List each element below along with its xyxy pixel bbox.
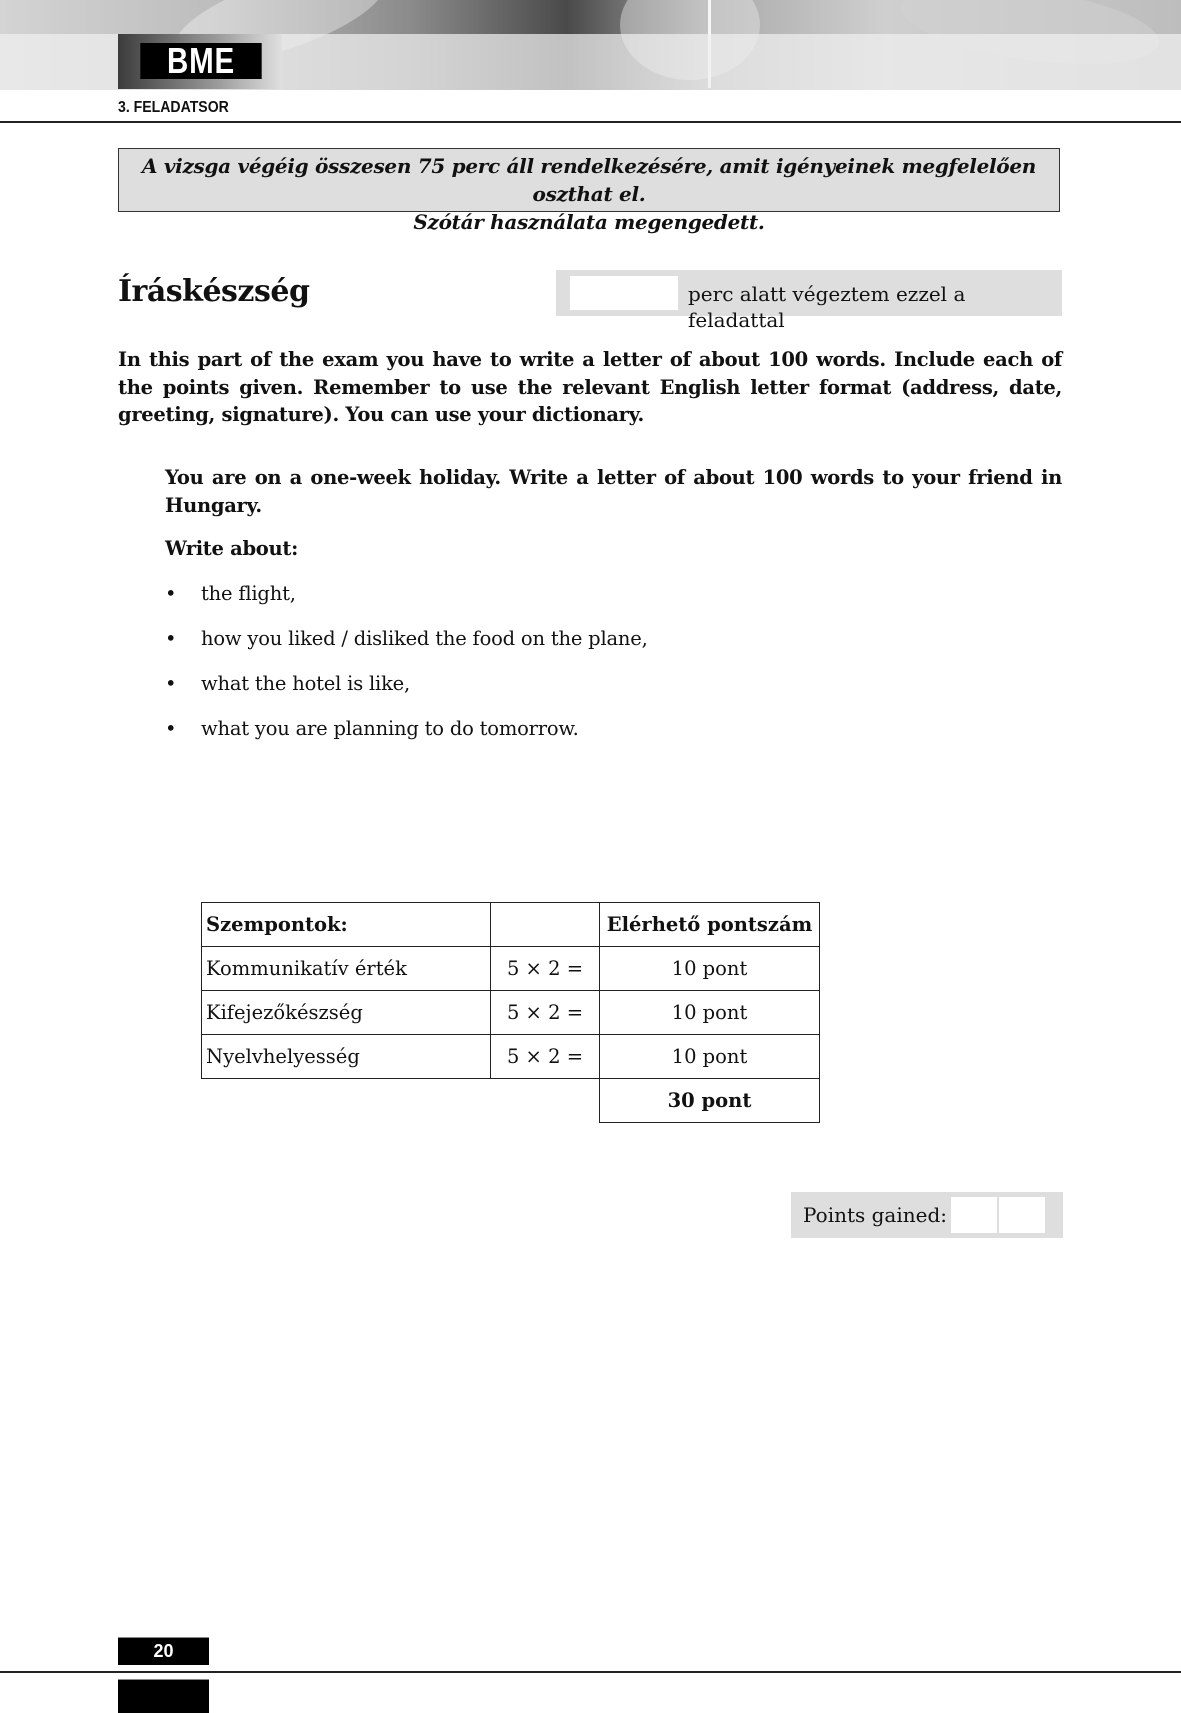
list-item xyxy=(165,670,648,715)
task-point: what you are planning to do tomorrow. xyxy=(201,717,579,740)
bme-logo: BME xyxy=(140,43,261,79)
points-cell: 10 pont xyxy=(600,947,820,991)
task-points-list xyxy=(165,580,648,760)
section-title: Íráskészség xyxy=(118,274,310,309)
time-spent-label: perc alatt végeztem ezzel a feladattal xyxy=(688,282,966,332)
bullet-icon: • xyxy=(165,672,177,695)
header-divider xyxy=(0,121,1181,123)
footer-divider xyxy=(0,1671,1181,1673)
points-digit-1-input[interactable] xyxy=(951,1197,997,1233)
page-number: 20 xyxy=(118,1637,209,1665)
series-label: 3. FELADATSOR xyxy=(118,99,229,116)
minutes-input[interactable] xyxy=(570,276,678,310)
criterion-cell: Kifejezőkészség xyxy=(202,991,491,1035)
table-row xyxy=(202,991,820,1035)
table-row xyxy=(202,947,820,991)
notice-line-1: A vizsga végéig összesen 75 perc áll rendelkezésére, amit igényeinek megfelelően oszthat el. xyxy=(141,154,1037,206)
task-description: You are on a one-week holiday. Write a letter of about 100 words to your friend in Hungary. xyxy=(165,466,1062,517)
points-gained-label: Points gained: xyxy=(803,1203,948,1227)
formula-cell: 5 × 2 = xyxy=(491,991,600,1035)
list-item xyxy=(165,625,648,670)
instructions-intro: In this part of the exam you have to write a letter of about 100 words. Include each of the points given. Remember to use the relevant English letter format (address, date, greeting, signature). You can use your dictionary. xyxy=(118,348,1062,426)
formula-cell: 5 × 2 = xyxy=(491,947,600,991)
points-cell: 10 pont xyxy=(600,991,820,1035)
table-header-cell: Elérhető pontszám xyxy=(600,903,820,947)
scoring-table xyxy=(201,902,820,1123)
formula-cell: 5 × 2 = xyxy=(491,1035,600,1079)
table-header-cell: Szempontok: xyxy=(202,903,491,947)
table-total-row xyxy=(202,1079,820,1123)
notice-line-2: Szótár használata megengedett. xyxy=(413,210,765,234)
write-about-heading: Write about: xyxy=(165,537,298,560)
exam-notice xyxy=(118,148,1060,234)
table-header-cell xyxy=(491,903,600,947)
total-points-cell: 30 pont xyxy=(600,1079,820,1123)
list-item xyxy=(165,715,648,760)
bullet-icon: • xyxy=(165,582,177,605)
bullet-icon: • xyxy=(165,717,177,740)
task-point: how you liked / disliked the food on the plane, xyxy=(201,627,648,650)
criterion-cell: Nyelvhelyesség xyxy=(202,1035,491,1079)
time-spent-box xyxy=(556,270,1062,332)
empty-cell xyxy=(202,1079,491,1123)
table-row xyxy=(202,1035,820,1079)
table-header-row xyxy=(202,903,820,947)
empty-cell xyxy=(491,1079,600,1123)
points-digit-2-input[interactable] xyxy=(999,1197,1045,1233)
points-gained-box xyxy=(791,1192,1063,1238)
task-point: the flight, xyxy=(201,582,296,605)
criterion-cell: Kommunikatív érték xyxy=(202,947,491,991)
list-item xyxy=(165,580,648,625)
task-point: what the hotel is like, xyxy=(201,672,411,695)
bullet-icon: • xyxy=(165,627,177,650)
points-cell: 10 pont xyxy=(600,1035,820,1079)
footer-block xyxy=(118,1679,209,1713)
